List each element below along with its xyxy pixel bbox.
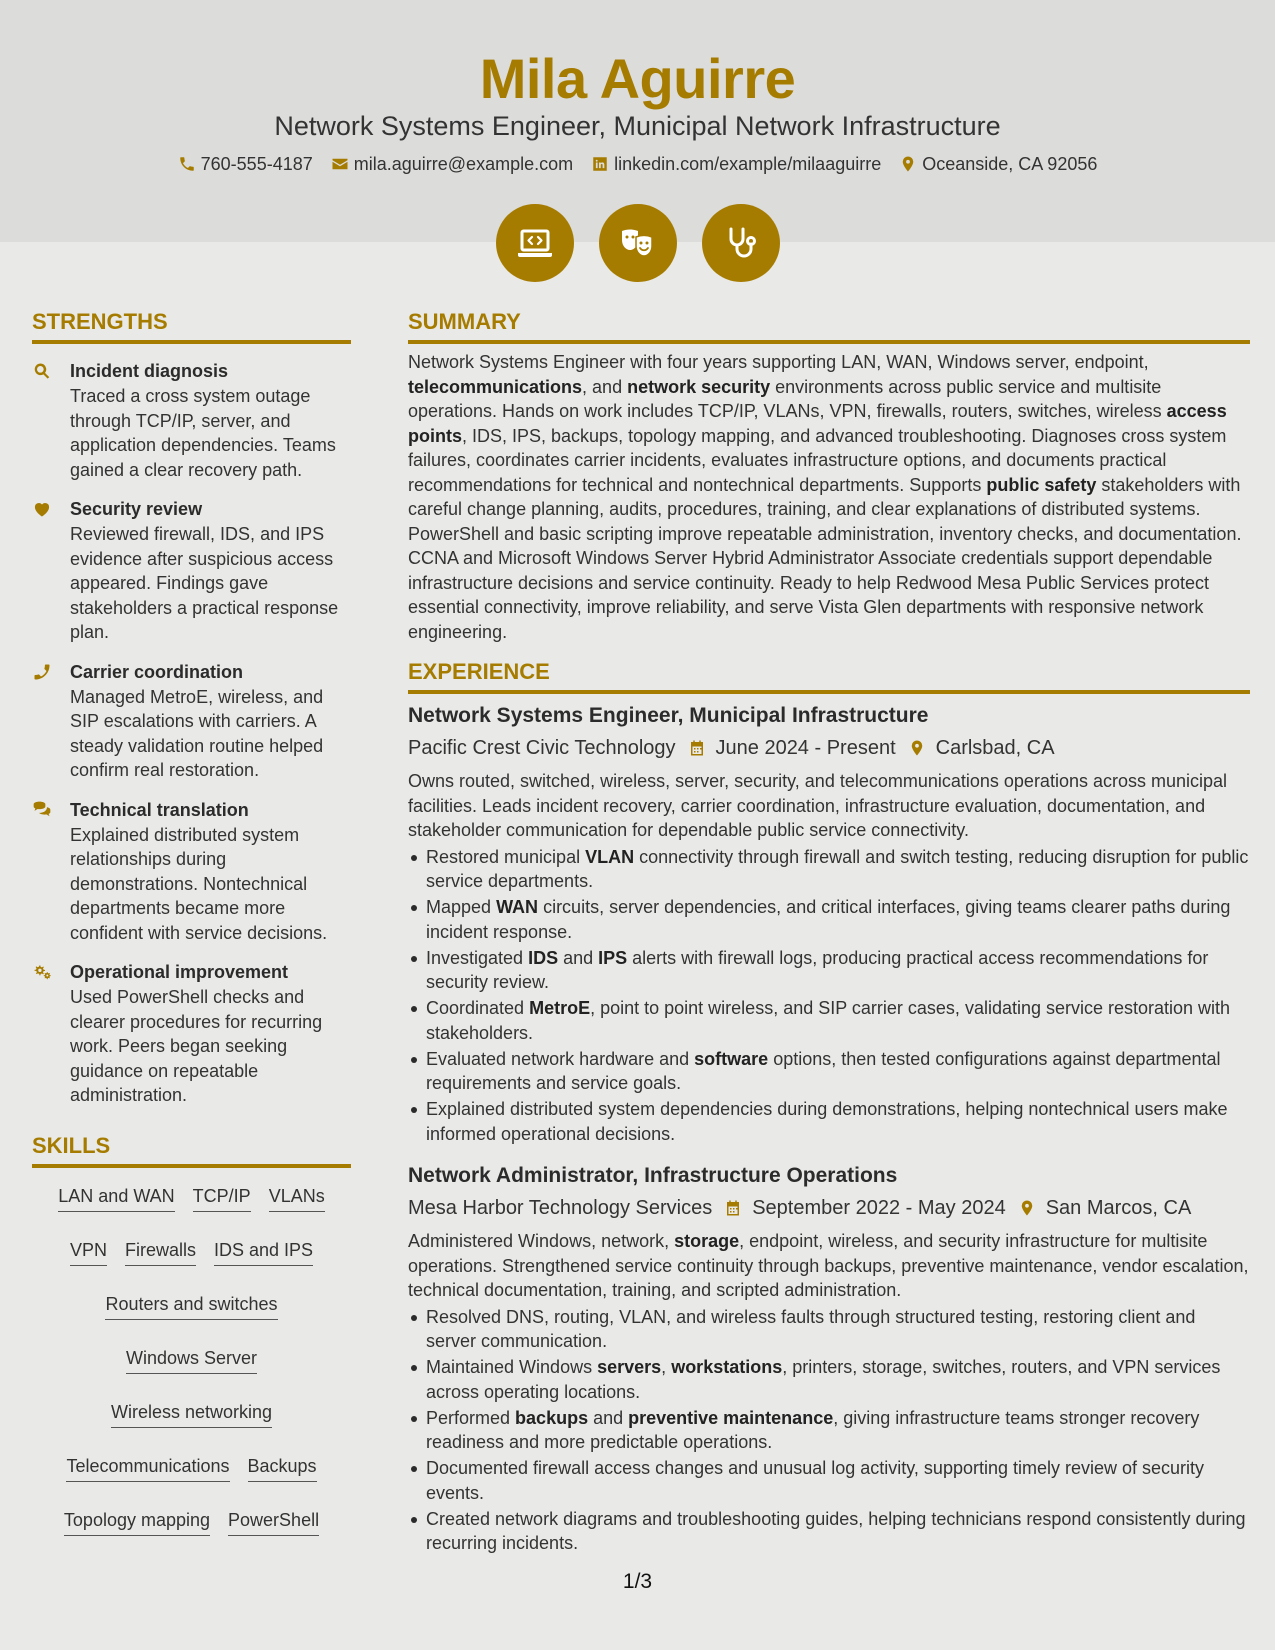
page-number: 1/3 (622, 1570, 653, 1593)
map-pin-icon (1018, 1199, 1036, 1217)
stethoscope-icon (721, 223, 761, 263)
strength-title: Technical translation (70, 799, 249, 820)
left-column (32, 308, 351, 1536)
calendar-icon (724, 1199, 742, 1217)
right-column (408, 308, 1250, 1556)
strength-desc: Explained distributed system relationships during demonstrations. Nontechnical departments became more confident with service decisions. (70, 824, 328, 943)
bullet-item: Maintained Windows servers, workstations, printers, storage, switches, routers, and VPN services across operating locations. (408, 1355, 1250, 1404)
badge-theater-masks (599, 204, 677, 282)
strengths-heading: STRENGTHS (32, 308, 351, 344)
phone-icon (32, 662, 52, 682)
badge-stethoscope (702, 204, 780, 282)
job-entry (408, 1160, 1250, 1556)
strength-desc: Traced a cross system outage through TCP/IP, server, and application dependencies. Teams gained a clear recovery path. (70, 386, 336, 480)
job-title: Network Systems Engineer, Municipal Infrastructure (408, 704, 929, 727)
contact-linkedin[interactable] (591, 151, 881, 177)
strength-item (32, 496, 351, 645)
bullet-item: Restored municipal VLAN connectivity through firewall and switch testing, reducing disruption for public service departments. (408, 845, 1250, 894)
bullet-item: Resolved DNS, routing, VLAN, and wireless faults through structured testing, restoring client and server communication. (408, 1305, 1250, 1354)
job-meta (408, 733, 1250, 763)
job-company: Mesa Harbor Technology Services (408, 1197, 713, 1219)
badge-laptop-code (496, 204, 574, 282)
job-dates: September 2022 - May 2024 (752, 1197, 1006, 1219)
skill-tag: Telecommunications (66, 1454, 229, 1482)
bullet-item: Explained distributed system dependencies during demonstrations, helping nontechnical users make informed operational decisions. (408, 1097, 1250, 1146)
laptop-code-icon (515, 223, 555, 263)
job-meta (408, 1193, 1250, 1223)
job-description: Administered Windows, network, storage, endpoint, wireless, and security infrastructure for multisite operations. Strengthened service continuity through backups, preventive maintenance, vendor escalation, technical documentation, training, and scripted administration. (408, 1231, 1249, 1300)
experience-heading: EXPERIENCE (408, 658, 1250, 694)
phone-text: 760-555-4187 (200, 154, 313, 174)
skill-tag: VPN (70, 1238, 107, 1266)
job-company: Pacific Crest Civic Technology (408, 737, 676, 759)
map-pin-icon (908, 739, 926, 757)
search-icon (32, 361, 52, 381)
skill-tag: Routers and switches (105, 1292, 277, 1320)
skill-tag: VLANs (269, 1184, 325, 1212)
comments-icon (32, 800, 52, 820)
strength-desc: Used PowerShell checks and clearer procedures for recurring work. Peers began seeking guidance on repeatable administration. (70, 987, 323, 1105)
contact-location (899, 151, 1097, 177)
calendar-icon (688, 739, 706, 757)
strength-title: Incident diagnosis (70, 361, 229, 381)
summary-heading: SUMMARY (408, 308, 1250, 344)
skill-tag: Firewalls (125, 1238, 196, 1266)
job-location: San Marcos, CA (1045, 1197, 1192, 1219)
skill-tag: Wireless networking (111, 1400, 272, 1428)
skill-tag: TCP/IP (193, 1184, 251, 1212)
heart-icon (32, 499, 52, 519)
gears-icon (32, 962, 52, 982)
job-description: Owns routed, switched, wireless, server, security, and telecommunications operations across municipal facilities. Leads incident recovery, carrier coordination, infrastructure evaluation, documentation, and stakeholder communication for dependable public service connectivity. (408, 771, 1228, 840)
strength-title: Carrier coordination (70, 661, 244, 682)
skills-heading: SKILLS (32, 1132, 351, 1168)
map-pin-icon (899, 155, 917, 173)
interest-badges (0, 204, 1275, 282)
strength-title: Operational improvement (70, 962, 289, 982)
skill-tag: LAN and WAN (58, 1184, 174, 1212)
bullet-item: Coordinated MetroE, point to point wireless, and SIP carrier cases, validating service restoration with stakeholders. (408, 996, 1250, 1045)
skill-tag: Topology mapping (64, 1508, 210, 1536)
email-text[interactable]: mila.aguirre@example.com (353, 154, 574, 174)
skill-tag: PowerShell (228, 1508, 319, 1536)
job-title: Network Administrator, Infrastructure Operations (408, 1164, 898, 1187)
bullet-item: Evaluated network hardware and software options, then tested configurations against departmental requirements and service goals. (408, 1047, 1250, 1096)
strength-item (32, 659, 351, 783)
job-location: Carlsbad, CA (935, 737, 1055, 759)
candidate-name: Mila Aguirre (479, 47, 796, 110)
contact-phone (178, 151, 313, 177)
phone-icon (178, 155, 196, 173)
envelope-icon (331, 155, 349, 173)
contact-bar (0, 151, 1275, 177)
job-bullets (408, 1305, 1250, 1556)
strength-desc: Managed MetroE, wireless, and SIP escalations with carriers. A steady validation routine helped confirm real restoration. (70, 686, 324, 780)
strength-item (32, 959, 351, 1108)
job-bullets (408, 845, 1250, 1147)
job-entry (408, 700, 1250, 1146)
theater-masks-icon (618, 223, 658, 263)
job-dates: June 2024 - Present (715, 737, 896, 759)
bullet-item: Documented firewall access changes and unusual log activity, supporting timely review of security events. (408, 1456, 1250, 1505)
skill-tag: IDS and IPS (214, 1238, 313, 1266)
strength-item (32, 797, 351, 946)
skills-list (32, 1184, 351, 1536)
skill-tag: Backups (248, 1454, 317, 1482)
summary-text: Network Systems Engineer with four years supporting LAN, WAN, Windows server, endpoint, telecommunications, and network security environments across public service and multisite operations. Hands on work includes TCP/IP, VLANs, VPN, firewalls, routers, switches, wireless access points, IDS, IPS, backups, topology mapping, and advanced troubleshooting. Diagnoses cross system failures, coordinates carrier incidents, evaluates infrastructure options, and documents practical recommendations for technical and nontechnical departments. Supports public safety stakeholders with careful change planning, audits, procedures, training, and clear explanations of distributed systems. PowerShell and basic scripting improve repeatable administration, inventory checks, and documentation. CCNA and Microsoft Windows Server Hybrid Administrator Associate credentials support dependable infrastructure decisions and service continuity. Ready to help Redwood Mesa Public Services protect essential connectivity, improve reliability, and serve Vista Glen departments with responsive network engineering. (408, 352, 1242, 642)
location-text: Oceanside, CA 92056 (922, 154, 1098, 174)
bullet-item: Performed backups and preventive maintenance, giving infrastructure teams stronger recovery readiness and more predictable operations. (408, 1406, 1250, 1455)
strength-desc: Reviewed firewall, IDS, and IPS evidence after suspicious access appeared. Findings gave stakeholders a practical response plan. (70, 524, 339, 642)
linkedin-text[interactable]: linkedin.com/example/milaaguirre (614, 154, 882, 174)
strength-title: Security review (70, 499, 203, 519)
bullet-item: Created network diagrams and troubleshooting guides, helping technicians respond consistently during recurring incidents. (408, 1507, 1250, 1556)
candidate-title: Network Systems Engineer, Municipal Network Infrastructure (274, 111, 1001, 141)
bullet-item: Mapped WAN circuits, server dependencies, and critical interfaces, giving teams clearer paths during incident response. (408, 895, 1250, 944)
strength-item (32, 358, 351, 482)
skill-tag: Windows Server (126, 1346, 257, 1374)
bullet-item: Investigated IDS and IPS alerts with firewall logs, producing practical access recommendations for security review. (408, 946, 1250, 995)
linkedin-icon (591, 155, 609, 173)
contact-email[interactable] (331, 151, 573, 177)
